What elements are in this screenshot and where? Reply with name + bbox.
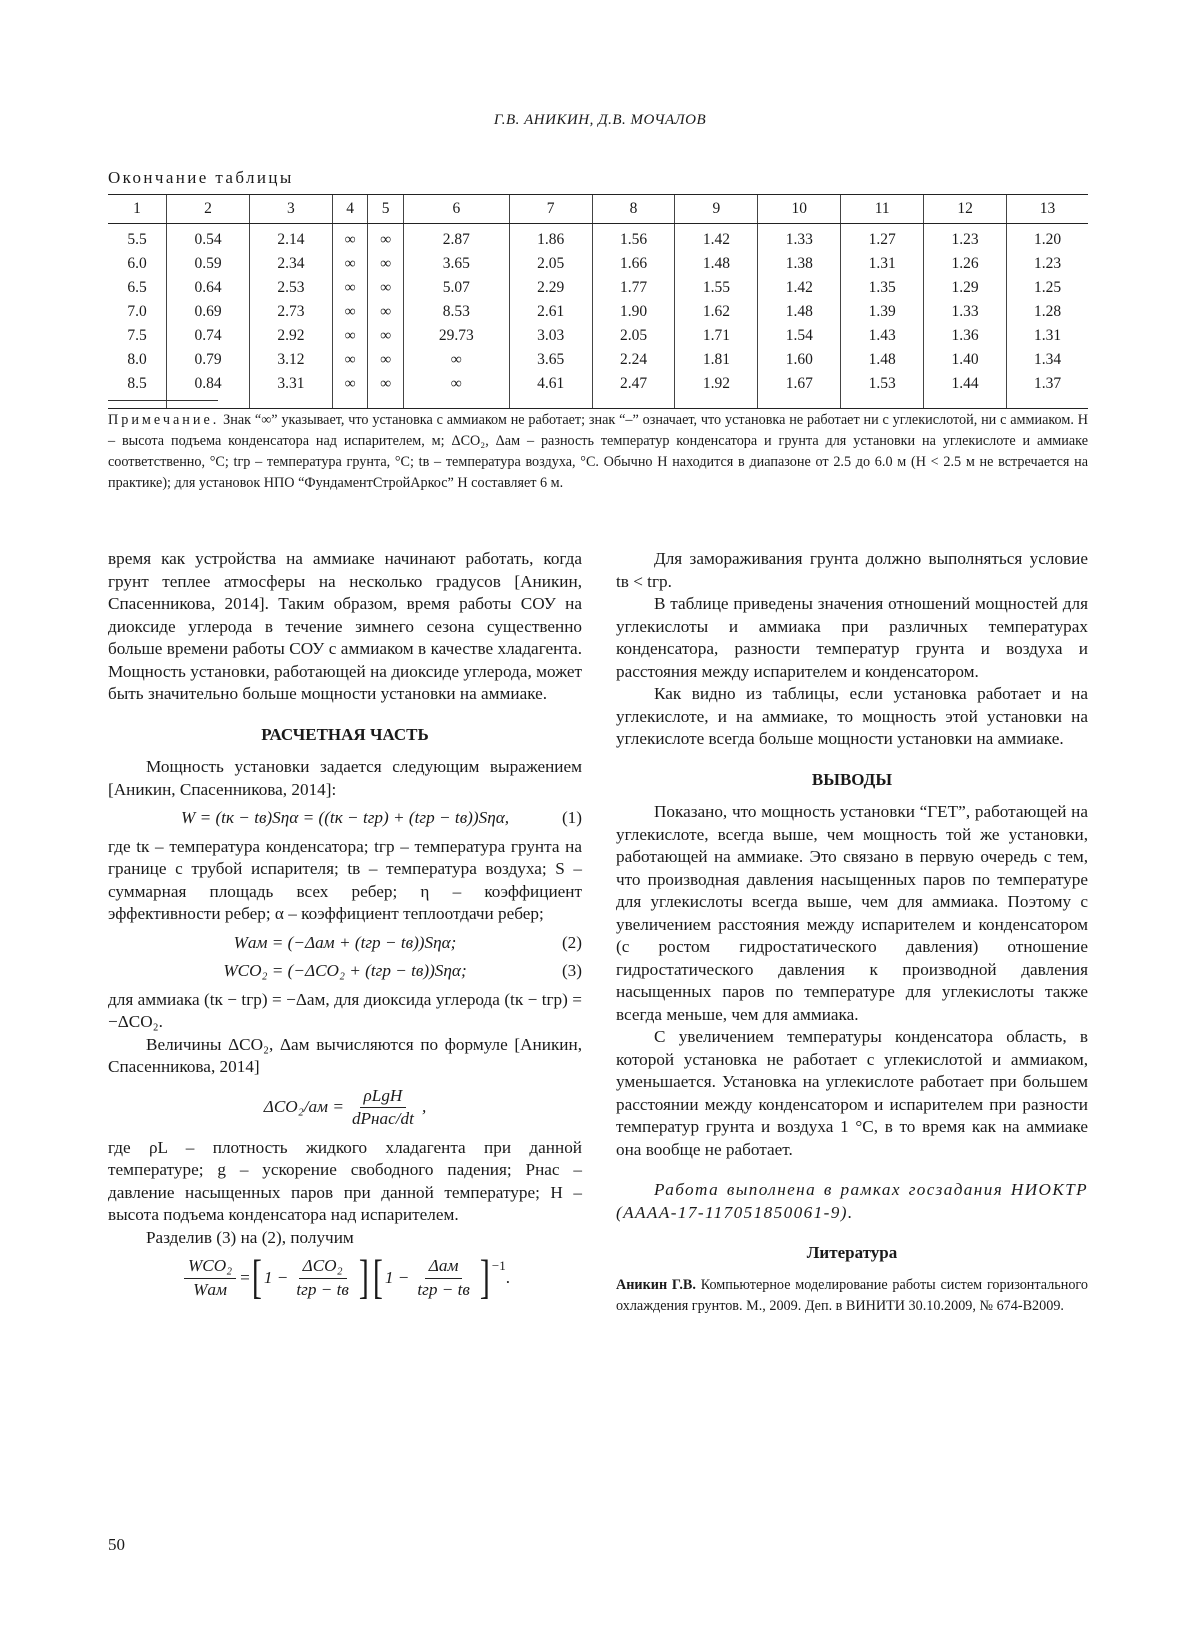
table-row xyxy=(108,252,1088,276)
table-cell: 2.87 xyxy=(403,224,509,253)
table-cell: ∞ xyxy=(368,252,404,276)
column-header: 4 xyxy=(332,195,368,224)
equation-number: (2) xyxy=(561,932,582,952)
fraction-denominator: tгр − tв xyxy=(296,1279,349,1299)
table-cell: ∞ xyxy=(332,224,368,253)
table-cell: 1.34 xyxy=(1007,348,1088,372)
paragraph: С увеличением температуры конденсатора область, в которой установка не работает с углекислотой и аммиаком, уменьшается. Установка на углекислоте работает при большем расстоянии между конденсатором и испарителем при разности температур грунта и воздуха 1 °С, в то время как на аммиаке она вообще не работает. xyxy=(616,1027,1088,1159)
reference-entry xyxy=(616,1275,1088,1317)
left-column xyxy=(108,548,582,1307)
fraction-denominator: Wам xyxy=(193,1279,227,1299)
table-cell: 1.60 xyxy=(758,348,841,372)
exponent: −1 xyxy=(491,1258,506,1273)
column-header: 7 xyxy=(509,195,592,224)
table-cell: 3.12 xyxy=(249,348,332,372)
table-cell: ∞ xyxy=(332,276,368,300)
equation-2 xyxy=(108,932,582,955)
note-label: Примечание. xyxy=(108,412,220,428)
fraction-denominator: tгр − tв xyxy=(417,1279,470,1299)
table-cell: 1.31 xyxy=(1007,324,1088,348)
table-cell: 8.5 xyxy=(108,372,167,409)
equals-sign: = xyxy=(240,1267,250,1287)
table-cell: 1.33 xyxy=(758,224,841,253)
section-heading-literature: Литература xyxy=(806,1243,898,1262)
table-cell: ∞ xyxy=(368,372,404,409)
table-cell: ∞ xyxy=(368,348,404,372)
table-row xyxy=(108,372,1088,409)
table-cell: 1.23 xyxy=(924,224,1007,253)
equation-5-frac-a xyxy=(292,1255,353,1301)
table-row xyxy=(108,300,1088,324)
equation-5-frac-b xyxy=(413,1255,474,1301)
table-row xyxy=(108,324,1088,348)
table-cell: 1.44 xyxy=(924,372,1007,409)
table-cell: 0.74 xyxy=(167,324,250,348)
term-one: 1 − xyxy=(263,1267,289,1287)
fraction-numerator: ΔCO₂ xyxy=(299,1255,347,1279)
table-cell: 1.90 xyxy=(592,300,675,324)
paragraph: время как устройства на аммиаке начинают работать, когда грунт теплее атмосферы на несколько градусов [Аникин, Спасенникова, 2014]. Таким образом, время работы СОУ на диоксиде углерода в течение зимнего сезона существенно больше времени работы СОУ с аммиаком в качестве хладагента. Мощность установки, работающей на диоксиде углерода, может быть значительно больше мощности установки на аммиаке. xyxy=(108,549,582,703)
table-cell: ∞ xyxy=(368,276,404,300)
table-cell: 1.48 xyxy=(675,252,758,276)
paragraph: Мощность установки задается следующим выражением [Аникин, Спасенникова, 2014]: xyxy=(108,757,582,799)
table-cell: 0.54 xyxy=(167,224,250,253)
table-cell: ∞ xyxy=(332,348,368,372)
table-cell: ∞ xyxy=(332,252,368,276)
table-cell: 4.61 xyxy=(509,372,592,409)
bracket-close: ] xyxy=(479,1250,490,1304)
table-cell: 1.36 xyxy=(924,324,1007,348)
bracket-open: [ xyxy=(251,1250,262,1304)
table-cell: 0.84 xyxy=(167,372,250,409)
table-cell: ∞ xyxy=(368,324,404,348)
table-cell: 2.05 xyxy=(509,252,592,276)
table-cell: 1.43 xyxy=(841,324,924,348)
table-cell: 2.73 xyxy=(249,300,332,324)
table-cell: 1.92 xyxy=(675,372,758,409)
table-cell: 0.79 xyxy=(167,348,250,372)
table-cell: 5.07 xyxy=(403,276,509,300)
table-cell: 1.77 xyxy=(592,276,675,300)
table-cell: 2.05 xyxy=(592,324,675,348)
table-cell: 0.69 xyxy=(167,300,250,324)
table-cell: 6.0 xyxy=(127,255,147,272)
table-cell: 3.03 xyxy=(509,324,592,348)
paragraph: Величины ΔCO₂, Δам вычисляются по формуле [Аникин, Спасенникова, 2014] xyxy=(108,1034,582,1076)
running-header: Г.В. АНИКИН, Д.В. МОЧАЛОВ xyxy=(493,112,707,128)
column-header: 9 xyxy=(675,195,758,224)
table-cell: 6.5 xyxy=(127,279,147,296)
table-cell: 1.26 xyxy=(924,252,1007,276)
table-cell: ∞ xyxy=(332,372,368,409)
table-cell: 1.29 xyxy=(924,276,1007,300)
table-cell: 7.0 xyxy=(127,303,147,320)
table-cell: 8.0 xyxy=(127,351,147,368)
table-cell: 0.59 xyxy=(167,252,250,276)
note-text: Знак “∞” указывает, что установка с аммиаком не работает; знак “–” означает, что установка не работает ни с углекислотой, ни с аммиаком. H – высота подъема конденсатора над испарителем, м; ΔCO₂, Δам – разность температур конденсатора и грунта для установки на углекислоте и аммиаке соответственно, °С; tгр – температура грунта, °С; tв – температура воздуха, °С. Обычно H находится в диапазоне от 2.5 до 6.0 м (H < 2.5 м не встречается на практике); для установок НПО “ФундаментСтройАркос” H составляет 6 м. xyxy=(108,412,1088,491)
table-cell: 2.29 xyxy=(509,276,592,300)
column-header: 2 xyxy=(167,195,250,224)
table-cell: 1.55 xyxy=(675,276,758,300)
reference-text: Компьютерное моделирование работы систем горизонтального охлаждения грунтов. М., 2009. Деп. в ВИНИТИ 30.10.2009, № 674-В2009. xyxy=(616,1276,1088,1314)
table-cell: 1.40 xyxy=(924,348,1007,372)
table-cell: 1.48 xyxy=(758,300,841,324)
paragraph: Показано, что мощность установки “ГЕТ”, работающей на углекислоте, всегда выше, чем мощность той же установки, работающей на аммиаке. Это связано в первую очередь с тем, что производная давления насыщенных паров по температуре для углекислоты всегда выше, чем для аммиака. Поэтому с увеличением расстояния между испарителем и конденсатором (с ростом гидростатического давления) отношение гидростатического давления к производной давления насыщенных паров по температуре для углекислоты также всегда меньше, чем для аммиака. xyxy=(616,802,1088,1024)
reference-author: Аникин Г.В. xyxy=(616,1276,696,1293)
column-header: 13 xyxy=(1007,195,1088,224)
table-cell: 1.28 xyxy=(1007,300,1088,324)
table-cell: 2.61 xyxy=(509,300,592,324)
table-cell: 1.86 xyxy=(509,224,592,253)
equation-3 xyxy=(108,960,582,983)
table-cell: ∞ xyxy=(403,372,509,409)
equation-4-tail: , xyxy=(421,1097,427,1117)
section-heading-calc: РАСЧЕТНАЯ ЧАСТЬ xyxy=(261,724,429,744)
table-cell: ∞ xyxy=(332,300,368,324)
fraction-numerator: WCO₂ xyxy=(184,1255,236,1279)
table-caption: Окончание таблицы xyxy=(108,168,294,187)
table-cell: 1.42 xyxy=(758,276,841,300)
equation-4 xyxy=(108,1085,582,1131)
table-note xyxy=(108,410,1088,494)
table-cell: 1.54 xyxy=(758,324,841,348)
paragraph: Для замораживания грунта должно выполняться условие tв < tгр. xyxy=(616,549,1088,591)
table-cell: 1.56 xyxy=(592,224,675,253)
table-header-row xyxy=(108,195,1088,224)
table-cell: 1.38 xyxy=(758,252,841,276)
table-cell: 2.53 xyxy=(249,276,332,300)
table-cell: 1.37 xyxy=(1007,372,1088,409)
table-cell: 2.47 xyxy=(592,372,675,409)
column-header: 5 xyxy=(368,195,404,224)
paragraph: где ρL – плотность жидкого хладагента при данной температуре; g – ускорение свободного падения; Pнас – давление насыщенных паров при данной температуре; H – высота подъема конденсатора над испарителем. xyxy=(108,1137,582,1224)
table-cell: ∞ xyxy=(332,324,368,348)
table-cell: ∞ xyxy=(368,300,404,324)
column-header: 11 xyxy=(841,195,924,224)
table-row xyxy=(108,348,1088,372)
table-cell: ∞ xyxy=(403,348,509,372)
page-number: 50 xyxy=(108,1535,125,1554)
table-cell: 2.24 xyxy=(592,348,675,372)
table-cell: 1.42 xyxy=(675,224,758,253)
table-cell: 3.65 xyxy=(403,252,509,276)
table-cell: 1.23 xyxy=(1007,252,1088,276)
equation-2-body: Wам = (−Δам + (tгр − tв))Sηα; xyxy=(233,932,457,952)
table-cell: 29.73 xyxy=(403,324,509,348)
table-cell: 1.39 xyxy=(841,300,924,324)
table-cell: 0.64 xyxy=(167,276,250,300)
table-cell: 1.33 xyxy=(924,300,1007,324)
table-cell: 2.34 xyxy=(249,252,332,276)
column-header: 8 xyxy=(592,195,675,224)
fraction-numerator: Δам xyxy=(425,1255,463,1279)
table-cell: 7.5 xyxy=(127,327,147,344)
table-cell: 2.92 xyxy=(249,324,332,348)
term-one: 1 − xyxy=(384,1267,410,1287)
paragraph: Как видно из таблицы, если установка работает и на углекислоте, и на аммиаке, то мощность этой установки на углекислоте всегда больше мощности установки на аммиаке. xyxy=(616,684,1088,748)
fraction-denominator: dPнас/dt xyxy=(351,1109,414,1128)
paragraph: В таблице приведены значения отношений мощностей для углекислоты и аммиака при различных температурах конденсатора, разности температур грунта и воздуха и расстояния между испарителем и конденсатором. xyxy=(616,594,1088,681)
column-header: 3 xyxy=(249,195,332,224)
bracket-close: ] xyxy=(358,1250,369,1304)
equation-4-fraction xyxy=(348,1085,418,1131)
bracket-open: [ xyxy=(372,1250,383,1304)
table-cell: 1.53 xyxy=(841,372,924,409)
table-cell: 1.48 xyxy=(841,348,924,372)
equation-number: (1) xyxy=(561,808,582,827)
acknowledgement: Работа выполнена в рамках госзадания НИОКТР (АААА-17-117051850061-9). xyxy=(616,1180,1088,1222)
table-cell: 1.20 xyxy=(1007,224,1088,253)
data-table xyxy=(108,194,1088,409)
column-header: 1 xyxy=(108,195,167,224)
table-cell: 3.65 xyxy=(509,348,592,372)
section-heading-conclusions: ВЫВОДЫ xyxy=(811,769,893,789)
table-row xyxy=(108,224,1088,253)
period: . xyxy=(505,1267,511,1287)
column-header: 12 xyxy=(924,195,1007,224)
table-cell: 1.67 xyxy=(758,372,841,409)
column-header: 6 xyxy=(403,195,509,224)
table-cell: 2.14 xyxy=(249,224,332,253)
table-cell: 1.66 xyxy=(592,252,675,276)
equation-5 xyxy=(108,1250,582,1304)
table-cell: 3.31 xyxy=(249,372,332,409)
table-cell: 1.25 xyxy=(1007,276,1088,300)
equation-number: (3) xyxy=(561,961,582,980)
paragraph: Разделив (3) на (2), получим xyxy=(146,1227,354,1247)
table-cell: 1.35 xyxy=(841,276,924,300)
table-cell: 1.27 xyxy=(841,224,924,253)
table-row xyxy=(108,276,1088,300)
equation-5-lhs xyxy=(184,1255,236,1301)
table-cell: 5.5 xyxy=(127,231,147,248)
table-cell: 1.31 xyxy=(841,252,924,276)
paragraph: для аммиака (tк − tгр) = −Δам, для диоксида углерода (tк − tгр) = −ΔCO₂. xyxy=(108,989,582,1031)
fraction-numerator: ρLgH xyxy=(360,1085,407,1109)
table-cell: ∞ xyxy=(368,224,404,253)
right-column xyxy=(616,548,1088,1317)
equation-4-lhs: ΔCO₂/ам = xyxy=(263,1097,344,1117)
footnote-rule xyxy=(108,400,218,401)
table-cell: 1.62 xyxy=(675,300,758,324)
paragraph: где tк – температура конденсатора; tгр – температура грунта на границе с трубой испарителя; tв – температура воздуха; S – суммарная площадь всех ребер; η – коэффициент эффективности ребер; α – коэффициент теплоотдачи ребер; xyxy=(108,836,582,923)
table-cell: 1.81 xyxy=(675,348,758,372)
equation-1-body: W = (tк − tв)Sηα = ((tк − tгр) + (tгр − tв))Sηα, xyxy=(180,808,510,827)
table-cell: 1.71 xyxy=(675,324,758,348)
equation-1 xyxy=(108,807,582,830)
equation-3-body: WCO₂ = (−ΔCO₂ + (tгр − tв))Sηα; xyxy=(223,961,467,980)
table-cell: 8.53 xyxy=(403,300,509,324)
column-header: 10 xyxy=(758,195,841,224)
